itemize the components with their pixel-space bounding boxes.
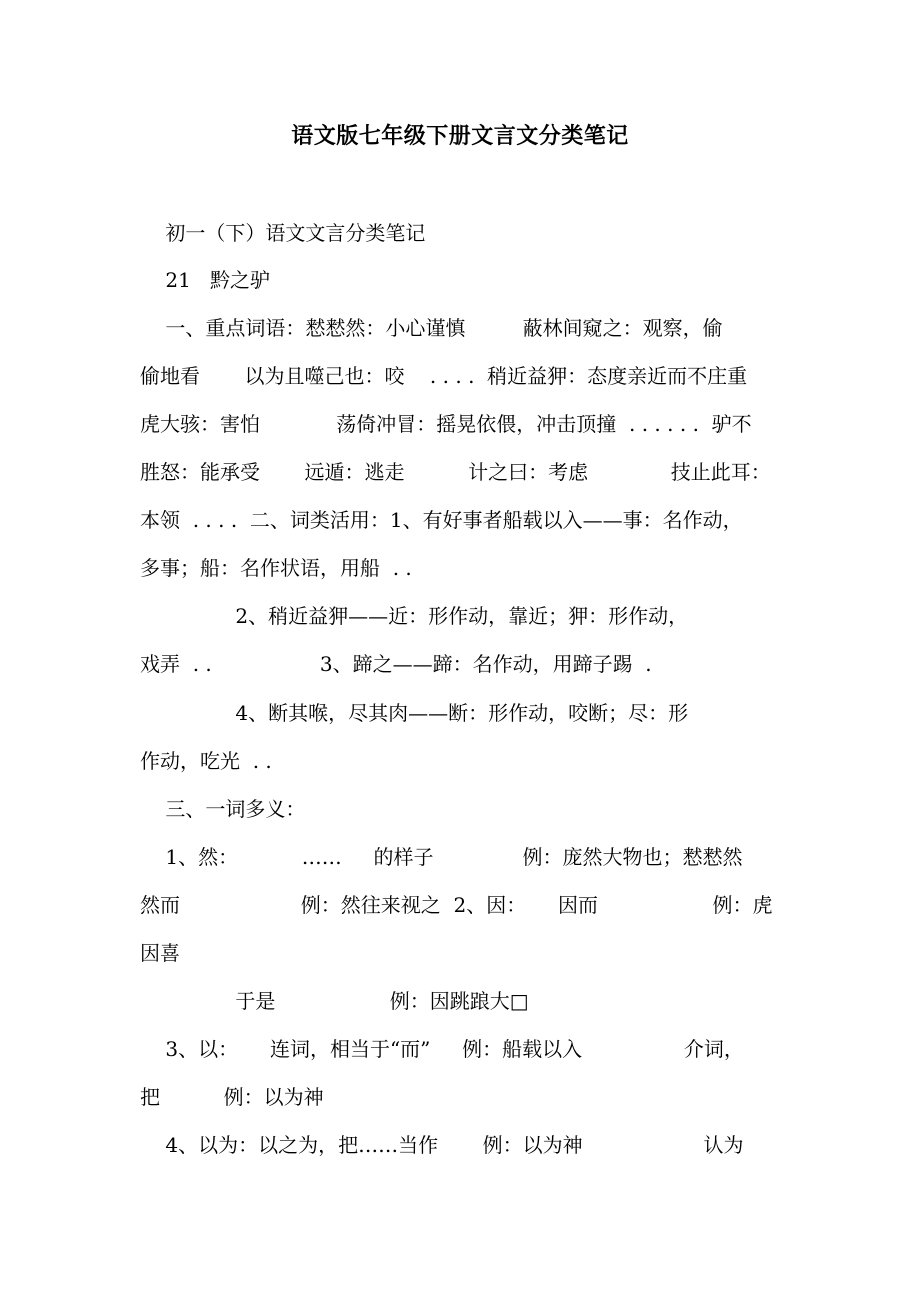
text-line: 虎大骇：害怕 荡倚冲冒：摇晃依偎，冲击顶撞 . . . . . . 驴不 (140, 412, 752, 436)
subtitle-line: 初一（下）语文文言分类笔记 (140, 221, 426, 245)
text-line: 本领 . . . . 二、词类活用：1、有好事者船载以入——事：名作动， (140, 508, 743, 532)
text-line: 戏弄 . . 3、蹄之——蹄：名作动，用蹄子踢 . (140, 652, 652, 676)
text-line: 4、断其喉，尽其肉——断：形作动，咬断；尽：形 (140, 701, 689, 725)
section-heading: 三、一词多义： (140, 797, 306, 821)
text-line: 1、然： …… 的样子 例：庞然大物也；慭慭然 (140, 845, 743, 869)
text-line: 3、以： 连词，相当于“而” 例：船载以入 介词， (140, 1037, 744, 1061)
document-title: 语文版七年级下册文言文分类笔记 (291, 123, 629, 149)
text-line: 4、以为：以之为，把……当作 例：以为神 认为 (140, 1133, 744, 1157)
text-line: 2、稍近益狎——近：形作动，靠近；狎：形作动， (140, 604, 689, 628)
text-line: 一、重点词语：慭慭然：小心谨慎 蔽林间窥之：观察，偷 (140, 316, 723, 340)
text-line: 然而 例：然往来视之 2、因： 因而 例：虎 (140, 893, 773, 917)
text-line: 胜怒：能承受 远遁：逃走 计之曰：考虑 技止此耳： (140, 460, 771, 484)
text-line: 于是 例：因跳踉大□ (140, 989, 529, 1013)
text-line: 因喜 (140, 941, 180, 965)
text-line: 多事；船：名作状语，用船 . . (140, 556, 412, 580)
text-line: 作动，吃光 . . (140, 749, 272, 773)
text-line: 把 例：以为神 (140, 1085, 324, 1109)
lesson-heading: 21 黔之驴 (140, 268, 270, 292)
text-line: 偷地看 以为且噬己也：咬 . . . . 稍近益狎：态度亲近而不庄重 (140, 364, 748, 388)
